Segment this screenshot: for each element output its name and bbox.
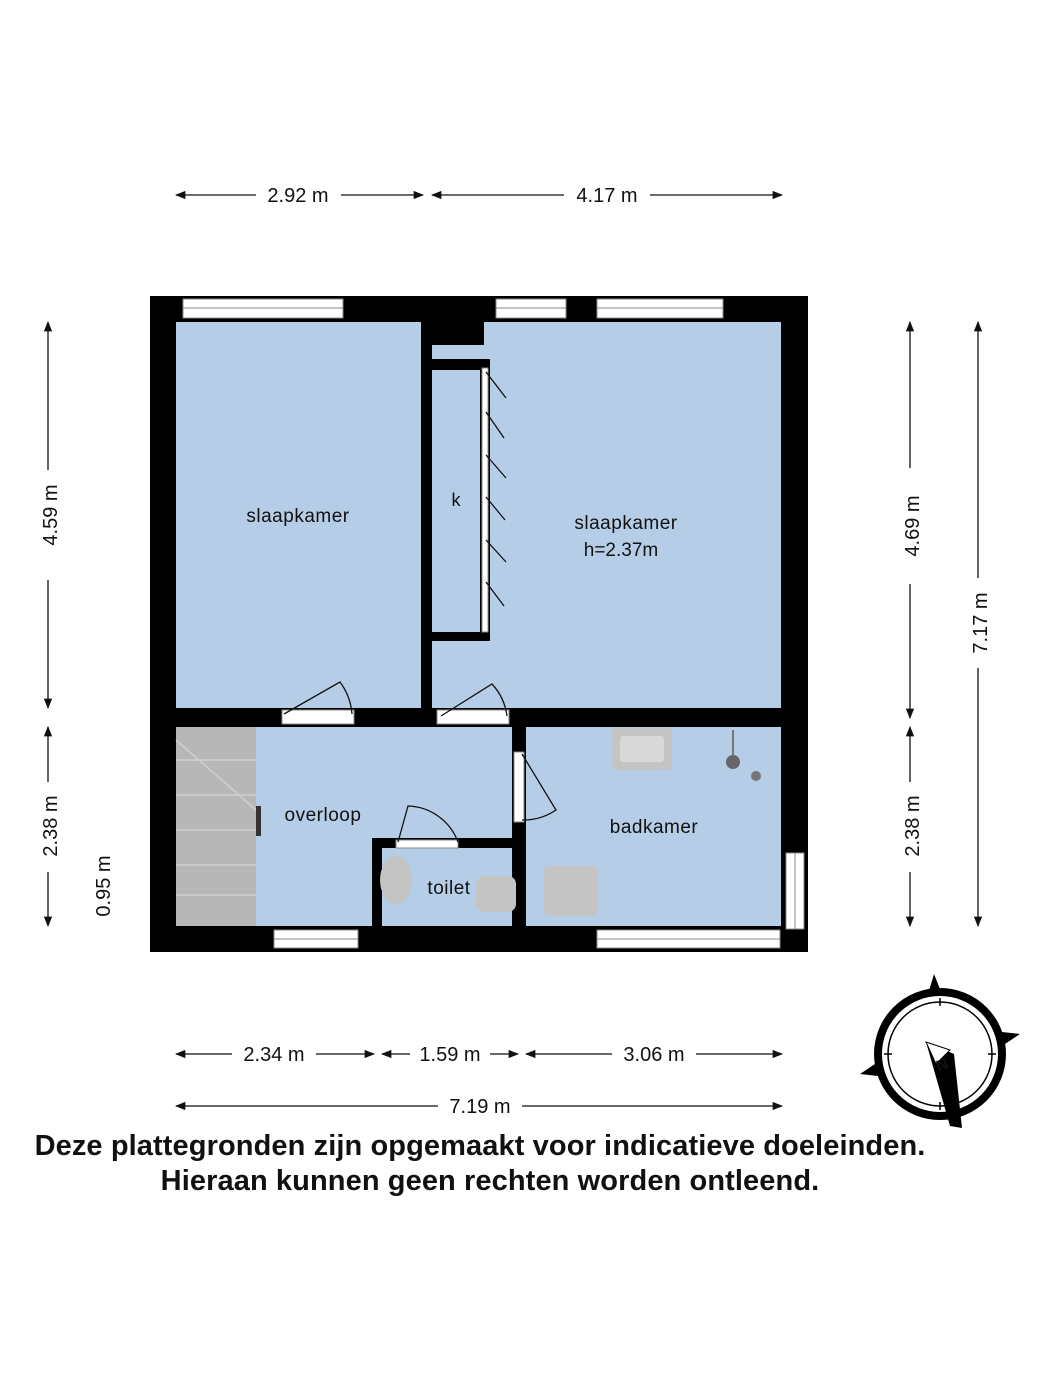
dim-left-2: 0.95 m bbox=[93, 855, 115, 917]
disclaimer-line-1: Deze plattegronden zijn opgemaakt voor indicatieve doeleinden. bbox=[34, 1130, 926, 1162]
dim-top-0: 2.92 m bbox=[267, 185, 329, 207]
room-label-toilet: toilet bbox=[427, 878, 471, 899]
disclaimer-line-2: Hieraan kunnen geen rechten worden ontleend. bbox=[160, 1165, 820, 1197]
dim-bottom-0: 2.34 m bbox=[243, 1044, 305, 1066]
shower-knob-icon bbox=[751, 771, 761, 781]
room-label-closet: k bbox=[451, 490, 461, 510]
room-bedroom-right-lower bbox=[432, 640, 492, 718]
dim-right-2: 7.17 m bbox=[970, 592, 992, 654]
dim-right-1: 2.38 m bbox=[902, 795, 924, 857]
dim-bottom-1: 1.59 m bbox=[419, 1044, 481, 1066]
stair-handrail bbox=[256, 806, 261, 836]
compass-label: N bbox=[934, 1055, 951, 1076]
room-label-bedroom-left: slaapkamer bbox=[246, 506, 350, 527]
room-bedroom-right-nook bbox=[432, 345, 492, 359]
dim-right-0: 4.69 m bbox=[902, 495, 924, 557]
dim-left-0: 4.59 m bbox=[40, 484, 62, 546]
hand-sink-icon bbox=[380, 856, 412, 904]
dim-left-1: 2.38 m bbox=[40, 795, 62, 857]
room-label-landing: overloop bbox=[284, 805, 362, 826]
dim-bottom-2: 3.06 m bbox=[623, 1044, 685, 1066]
room-label-bathroom: badkamer bbox=[609, 817, 699, 838]
dim-top-1: 4.17 m bbox=[576, 185, 638, 207]
shower-drain-icon bbox=[726, 755, 740, 769]
bathtub-icon bbox=[544, 866, 598, 916]
compass-icon bbox=[860, 974, 1020, 1128]
room-label-bedroom-right: slaapkamer bbox=[574, 513, 678, 534]
dim-bottom-total: 7.19 m bbox=[449, 1096, 511, 1118]
room-label-height: h=2.37m bbox=[583, 540, 659, 561]
toilet-bowl-icon bbox=[476, 876, 516, 912]
staircase bbox=[176, 727, 256, 926]
